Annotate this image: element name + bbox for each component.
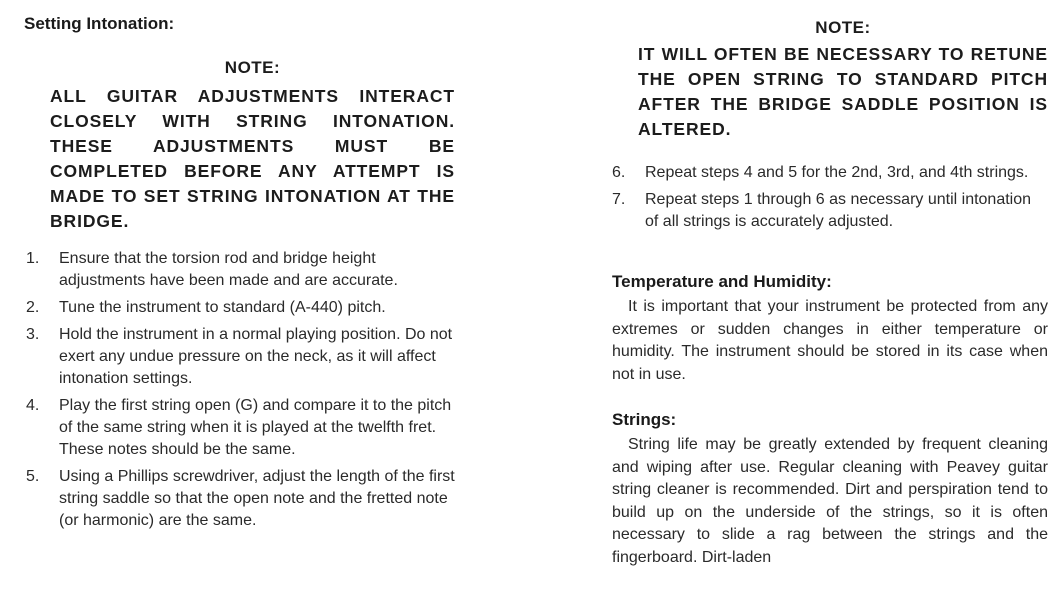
step-number: 5. bbox=[26, 468, 40, 485]
step-text: Using a Phillips screwdriver, adjust the length of the first string saddle so that the open note and the fretted note (or harmonic) are the same. bbox=[59, 468, 455, 529]
note-body: IT WILL OFTEN BE NECESSARY TO RETUNE THE OPEN STRING TO STANDARD PITCH AFTER THE BRIDGE SADDLE POSITION IS ALTERED. bbox=[638, 44, 1048, 139]
step-number: 2. bbox=[26, 299, 40, 316]
step-text: Repeat steps 1 through 6 as necessary until intonation of all strings is accurately adjusted. bbox=[645, 191, 1032, 230]
step-text: Ensure that the torsion rod and bridge height adjustments have been made and are accurate. bbox=[59, 250, 398, 289]
list-item bbox=[612, 189, 1048, 233]
note-body: ALL GUITAR ADJUSTMENTS INTERACT CLOSELY WITH STRING INTONATION. THESE ADJUSTMENTS MUST BE COMPLETED BEFORE ANY ATTEMPT IS MADE TO SET STRING INTONATION AT THE BRIDGE. bbox=[50, 86, 455, 231]
continued-steps-list bbox=[612, 162, 1048, 238]
strings-heading: Strings: bbox=[612, 410, 677, 429]
list-item bbox=[26, 248, 456, 292]
note-title: NOTE: bbox=[224, 58, 281, 77]
step-number: 1. bbox=[26, 250, 40, 267]
step-text: Hold the instrument in a normal playing position. Do not exert any undue pressure on the neck, as it will affect intonation settings. bbox=[59, 326, 453, 387]
list-item bbox=[26, 466, 456, 532]
adjustments-note bbox=[50, 58, 455, 234]
retune-note bbox=[638, 18, 1048, 142]
setting-intonation-heading: Setting Intonation: bbox=[24, 14, 175, 33]
list-item bbox=[612, 162, 1048, 184]
step-number: 4. bbox=[26, 397, 40, 414]
temperature-humidity-paragraph: It is important that your instrument be protected from any extremes or sudden changes in either temperature or humidity. The instrument should be stored in its case when not in use. bbox=[612, 298, 1048, 383]
strings-paragraph: String life may be greatly extended by frequent cleaning and wiping after use. Regular cleaning with Peavey guitar string cleaner is recommended. Dirt and perspiration tend to build up on the underside of the strings, so it is often necessary to slide a rag between the strings and the fingerboard. Dirt-laden bbox=[612, 436, 1048, 566]
note-title: NOTE: bbox=[815, 18, 871, 37]
step-number: 3. bbox=[26, 326, 40, 343]
step-text: Repeat steps 4 and 5 for the 2nd, 3rd, and 4th strings. bbox=[645, 164, 1029, 181]
list-item bbox=[26, 297, 456, 319]
step-text: Play the first string open (G) and compare it to the pitch of the same string when it is played at the twelfth fret. These notes should be the same. bbox=[59, 397, 452, 458]
intonation-steps-list bbox=[26, 248, 456, 537]
list-item bbox=[26, 395, 456, 461]
step-number: 7. bbox=[612, 191, 626, 208]
temperature-humidity-heading: Temperature and Humidity: bbox=[612, 272, 832, 291]
list-item bbox=[26, 324, 456, 390]
step-text: Tune the instrument to standard (A-440) pitch. bbox=[59, 299, 386, 316]
step-number: 6. bbox=[612, 164, 626, 181]
